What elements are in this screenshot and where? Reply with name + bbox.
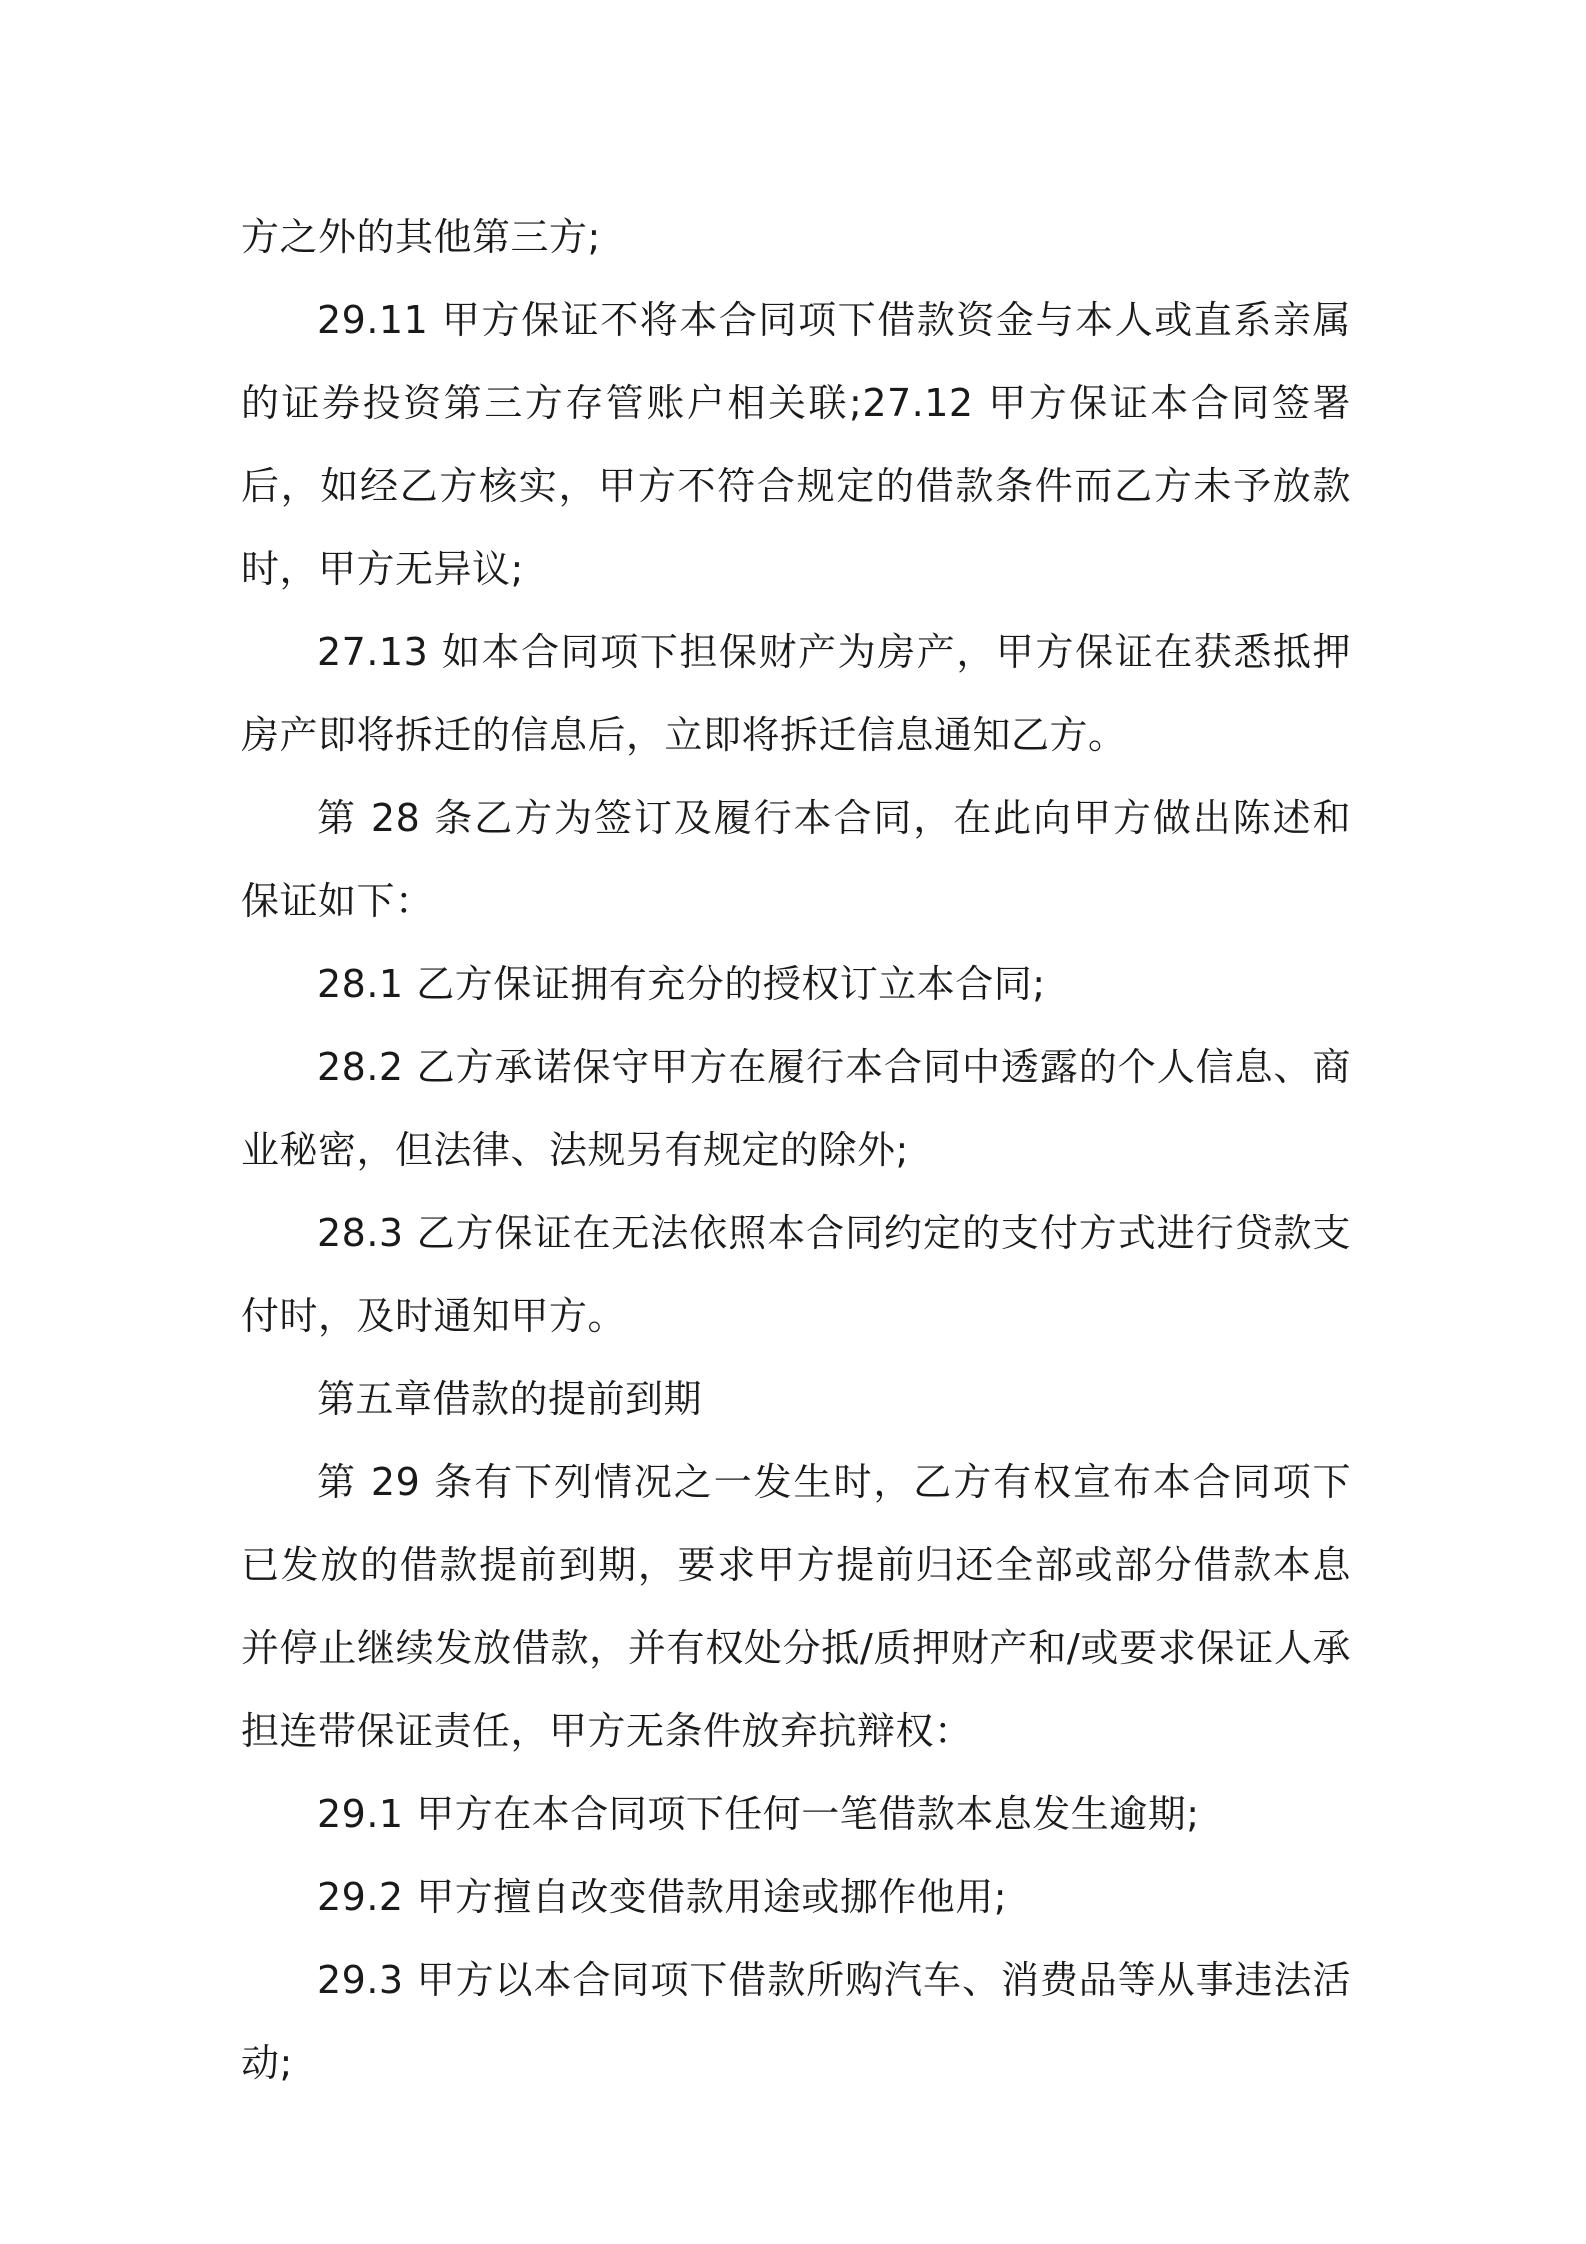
paragraph: 方之外的其他第三方;	[241, 215, 601, 259]
paragraph: 29.1 甲方在本合同项下任何一笔借款本息发生逾期;	[317, 1792, 1200, 1836]
paragraph: 第 29 条有下列情况之一发生时，乙方有权宣布本合同项下已发放的借款提前到期，要求甲方提前归还全部或部分借款本息并停止继续发放借款，并有权处分抵/质押财产和/或要求保证人承担连带保证责任，甲方无条件放弃抗辩权：	[241, 1460, 1351, 1753]
paragraph: 29.2 甲方擅自改变借款用途或挪作他用;	[317, 1875, 1007, 1919]
paragraph: 27.13 如本合同项下担保财产为房产，甲方保证在获悉抵押房产即将拆迁的信息后，立即将拆迁信息通知乙方。	[241, 630, 1351, 757]
paragraph: 28.3 乙方保证在无法依照本合同约定的支付方式进行贷款支付时，及时通知甲方。	[241, 1211, 1351, 1338]
document-body	[241, 196, 1351, 2105]
paragraph: 第 28 条乙方为签订及履行本合同，在此向甲方做出陈述和保证如下：	[241, 796, 1351, 923]
paragraph: 29.3 甲方以本合同项下借款所购汽车、消费品等从事违法活动;	[241, 1958, 1351, 2085]
paragraph: 28.1 乙方保证拥有充分的授权订立本合同;	[317, 962, 1046, 1006]
chapter-heading: 第五章借款的提前到期	[317, 1377, 703, 1421]
paragraph: 28.2 乙方承诺保守甲方在履行本合同中透露的个人信息、商业秘密，但法律、法规另有规定的除外;	[241, 1045, 1351, 1172]
paragraph: 29.11 甲方保证不将本合同项下借款资金与本人或直系亲属的证券投资第三方存管账户相关联;27.12 甲方保证本合同签署后，如经乙方核实，甲方不符合规定的借款条件而乙方未予放款时，甲方无异议;	[241, 298, 1351, 591]
